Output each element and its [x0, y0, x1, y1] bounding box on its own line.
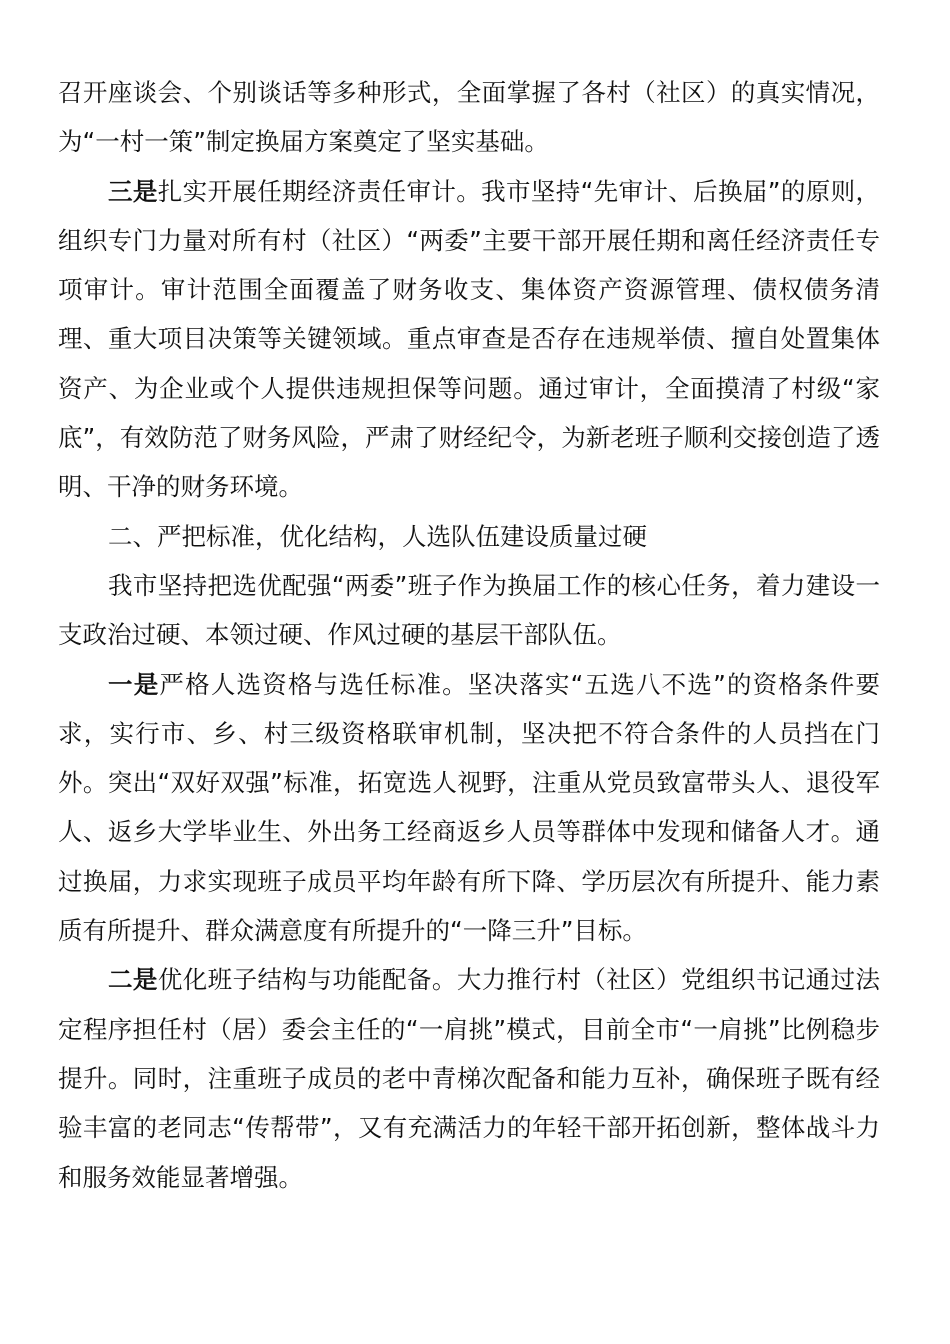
document-body	[58, 68, 880, 1202]
paragraph-lead: 三是	[108, 176, 158, 206]
paragraph-text: 扎实开展任期经济责任审计。我市坚持“先审计、后换届”的原则，组织专门力量对所有村（社区）“两委”主要干部开展任期和离任经济责任专项审计。审计范围全面覆盖了财务收支、集体资产资源管理、债权债务清理、重大项目决策等关键领域。重点审查是否存在违规举债、擅自处置集体资产、为企业或个人提供违规担保等问题。通过审计，全面摸清了村级“家底”，有效防范了财务风险，严肃了财经纪令，为新老班子顺利交接创造了透明、干净的财务环境。	[58, 176, 880, 502]
paragraph-continuation	[58, 68, 880, 167]
section-heading	[58, 512, 880, 561]
paragraph-point-three	[58, 167, 880, 512]
paragraph-lead: 二是	[108, 965, 158, 995]
paragraph-text: 严格人选资格与选任标准。坚决落实“五选八不选”的资格条件要求，实行市、乡、村三级资格联审机制，坚决把不符合条件的人员挡在门外。突出“双好双强”标准，拓宽选人视野，注重从党员致富带头人、退役军人、返乡大学毕业生、外出务工经商返乡人员等群体中发现和储备人才。通过换届，力求实现班子成员平均年龄有所下降、学历层次有所提升、能力素质有所提升、群众满意度有所提升的“一降三升”目标。	[58, 669, 881, 946]
paragraph-text: 我市坚持把选优配强“两委”班子作为换届工作的核心任务，着力建设一支政治过硬、本领过硬、作风过硬的基层干部队伍。	[58, 570, 880, 650]
paragraph-text: 优化班子结构与功能配备。大力推行村（社区）党组织书记通过法定程序担任村（居）委会主任的“一肩挑”模式，目前全市“一肩挑”比例稳步提升。同时，注重班子成员的老中青梯次配备和能力互补，确保班子既有经验丰富的老同志“传帮带”，又有充满活力的年轻干部开拓创新，整体战斗力和服务效能显著增强。	[58, 965, 881, 1192]
paragraph-text: 召开座谈会、个别谈话等多种形式，全面掌握了各村（社区）的真实情况，为“一村一策”制定换届方案奠定了坚实基础。	[58, 78, 880, 157]
paragraph-point-two	[58, 955, 880, 1201]
section-heading-text: 二、严把标准，优化结构，人选队伍建设质量过硬	[108, 521, 647, 551]
paragraph-section-intro	[58, 561, 880, 660]
paragraph-point-one	[58, 660, 880, 956]
paragraph-lead: 一是	[108, 669, 160, 699]
